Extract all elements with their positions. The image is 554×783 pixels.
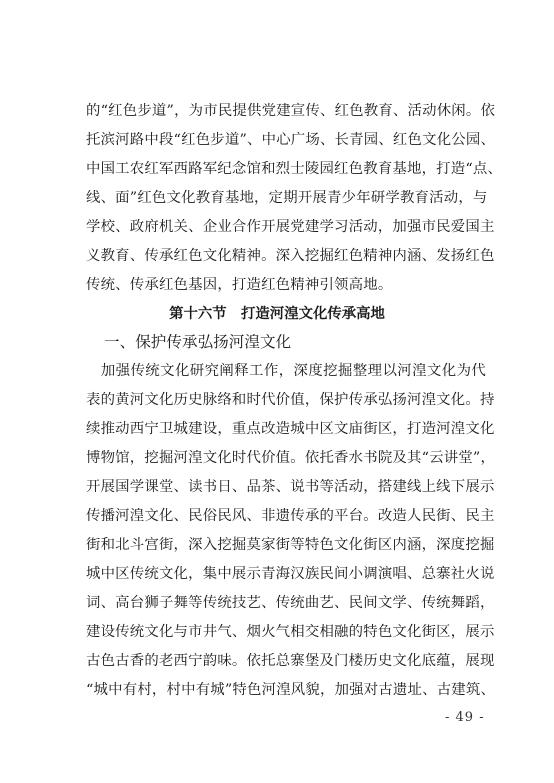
page-number: - 49 -	[445, 710, 485, 725]
paragraph-line: 建设传统文化与市井气、烟火气相交相融的特色文化街区，展示	[86, 624, 495, 640]
paragraph-line: 续推动西宁卫城建设，重点改造城中区文庙街区，打造河湟文化	[86, 421, 495, 437]
paragraph-line: 表的黄河文化历史脉络和时代价值，保护传承弘扬河湟文化。持	[86, 392, 495, 408]
paragraph-line: 博物馆，挖掘河湟文化时代价值。依托香水书院及其“云讲堂”，	[86, 450, 496, 466]
paragraph-line: 词、高台狮子舞等传统技艺、传统曲艺、民间文学、传统舞蹈，	[86, 595, 495, 611]
paragraph-line: 加强传统文化研究阐释工作，深度挖掘整理以河湟文化为代	[86, 363, 486, 379]
paragraph-line: 街和北斗宫街，深入挖掘莫家街等特色文化街区内涵，深度挖掘	[86, 537, 495, 553]
paragraph-line: 学校、政府机关、企业合作开展党建学习活动，加强市民爱国主	[86, 219, 495, 235]
paragraph-line: 中国工农红军西路军纪念馆和烈士陵园红色教育基地，打造“点、	[86, 161, 503, 177]
section-title: 第十六节 打造河湟文化传承高地	[169, 306, 385, 322]
paragraph-line: 传播河湟文化、民俗民风、非遗传承的平台。改造人民街、民主	[86, 508, 495, 524]
paragraph-line: 古色古香的老西宁韵味。依托总寨堡及门楼历史文化底蕴，展现	[86, 653, 495, 669]
paragraph-line: 义教育、传承红色文化精神。深入挖掘红色精神内涵、发扬红色	[86, 248, 495, 264]
subsection-heading: 一、保护传承弘扬河湟文化	[104, 333, 292, 351]
paragraph-line: “城中有村，村中有城”特色河湟风貌，加强对古遗址、古建筑、	[86, 682, 496, 698]
paragraph-line: 传统、传承红色基因，打造红色精神引领高地。	[86, 277, 393, 293]
paragraph-line: 的“红色步道”，为市民提供党建宣传、红色教育、活动休闲。依	[86, 103, 496, 119]
paragraph-line: 开展国学课堂、读书日、品茶、说书等活动，搭建线上线下展示	[86, 479, 495, 495]
paragraph-line: 线、面”红色文化教育基地，定期开展青少年研学教育活动，与	[86, 190, 488, 206]
paragraph-line: 托滨河路中段“红色步道”、中心广场、长青园、红色文化公园、	[86, 132, 496, 148]
paragraph-line: 城中区传统文化，集中展示青海汉族民间小调演唱、总寨社火说	[86, 566, 495, 582]
